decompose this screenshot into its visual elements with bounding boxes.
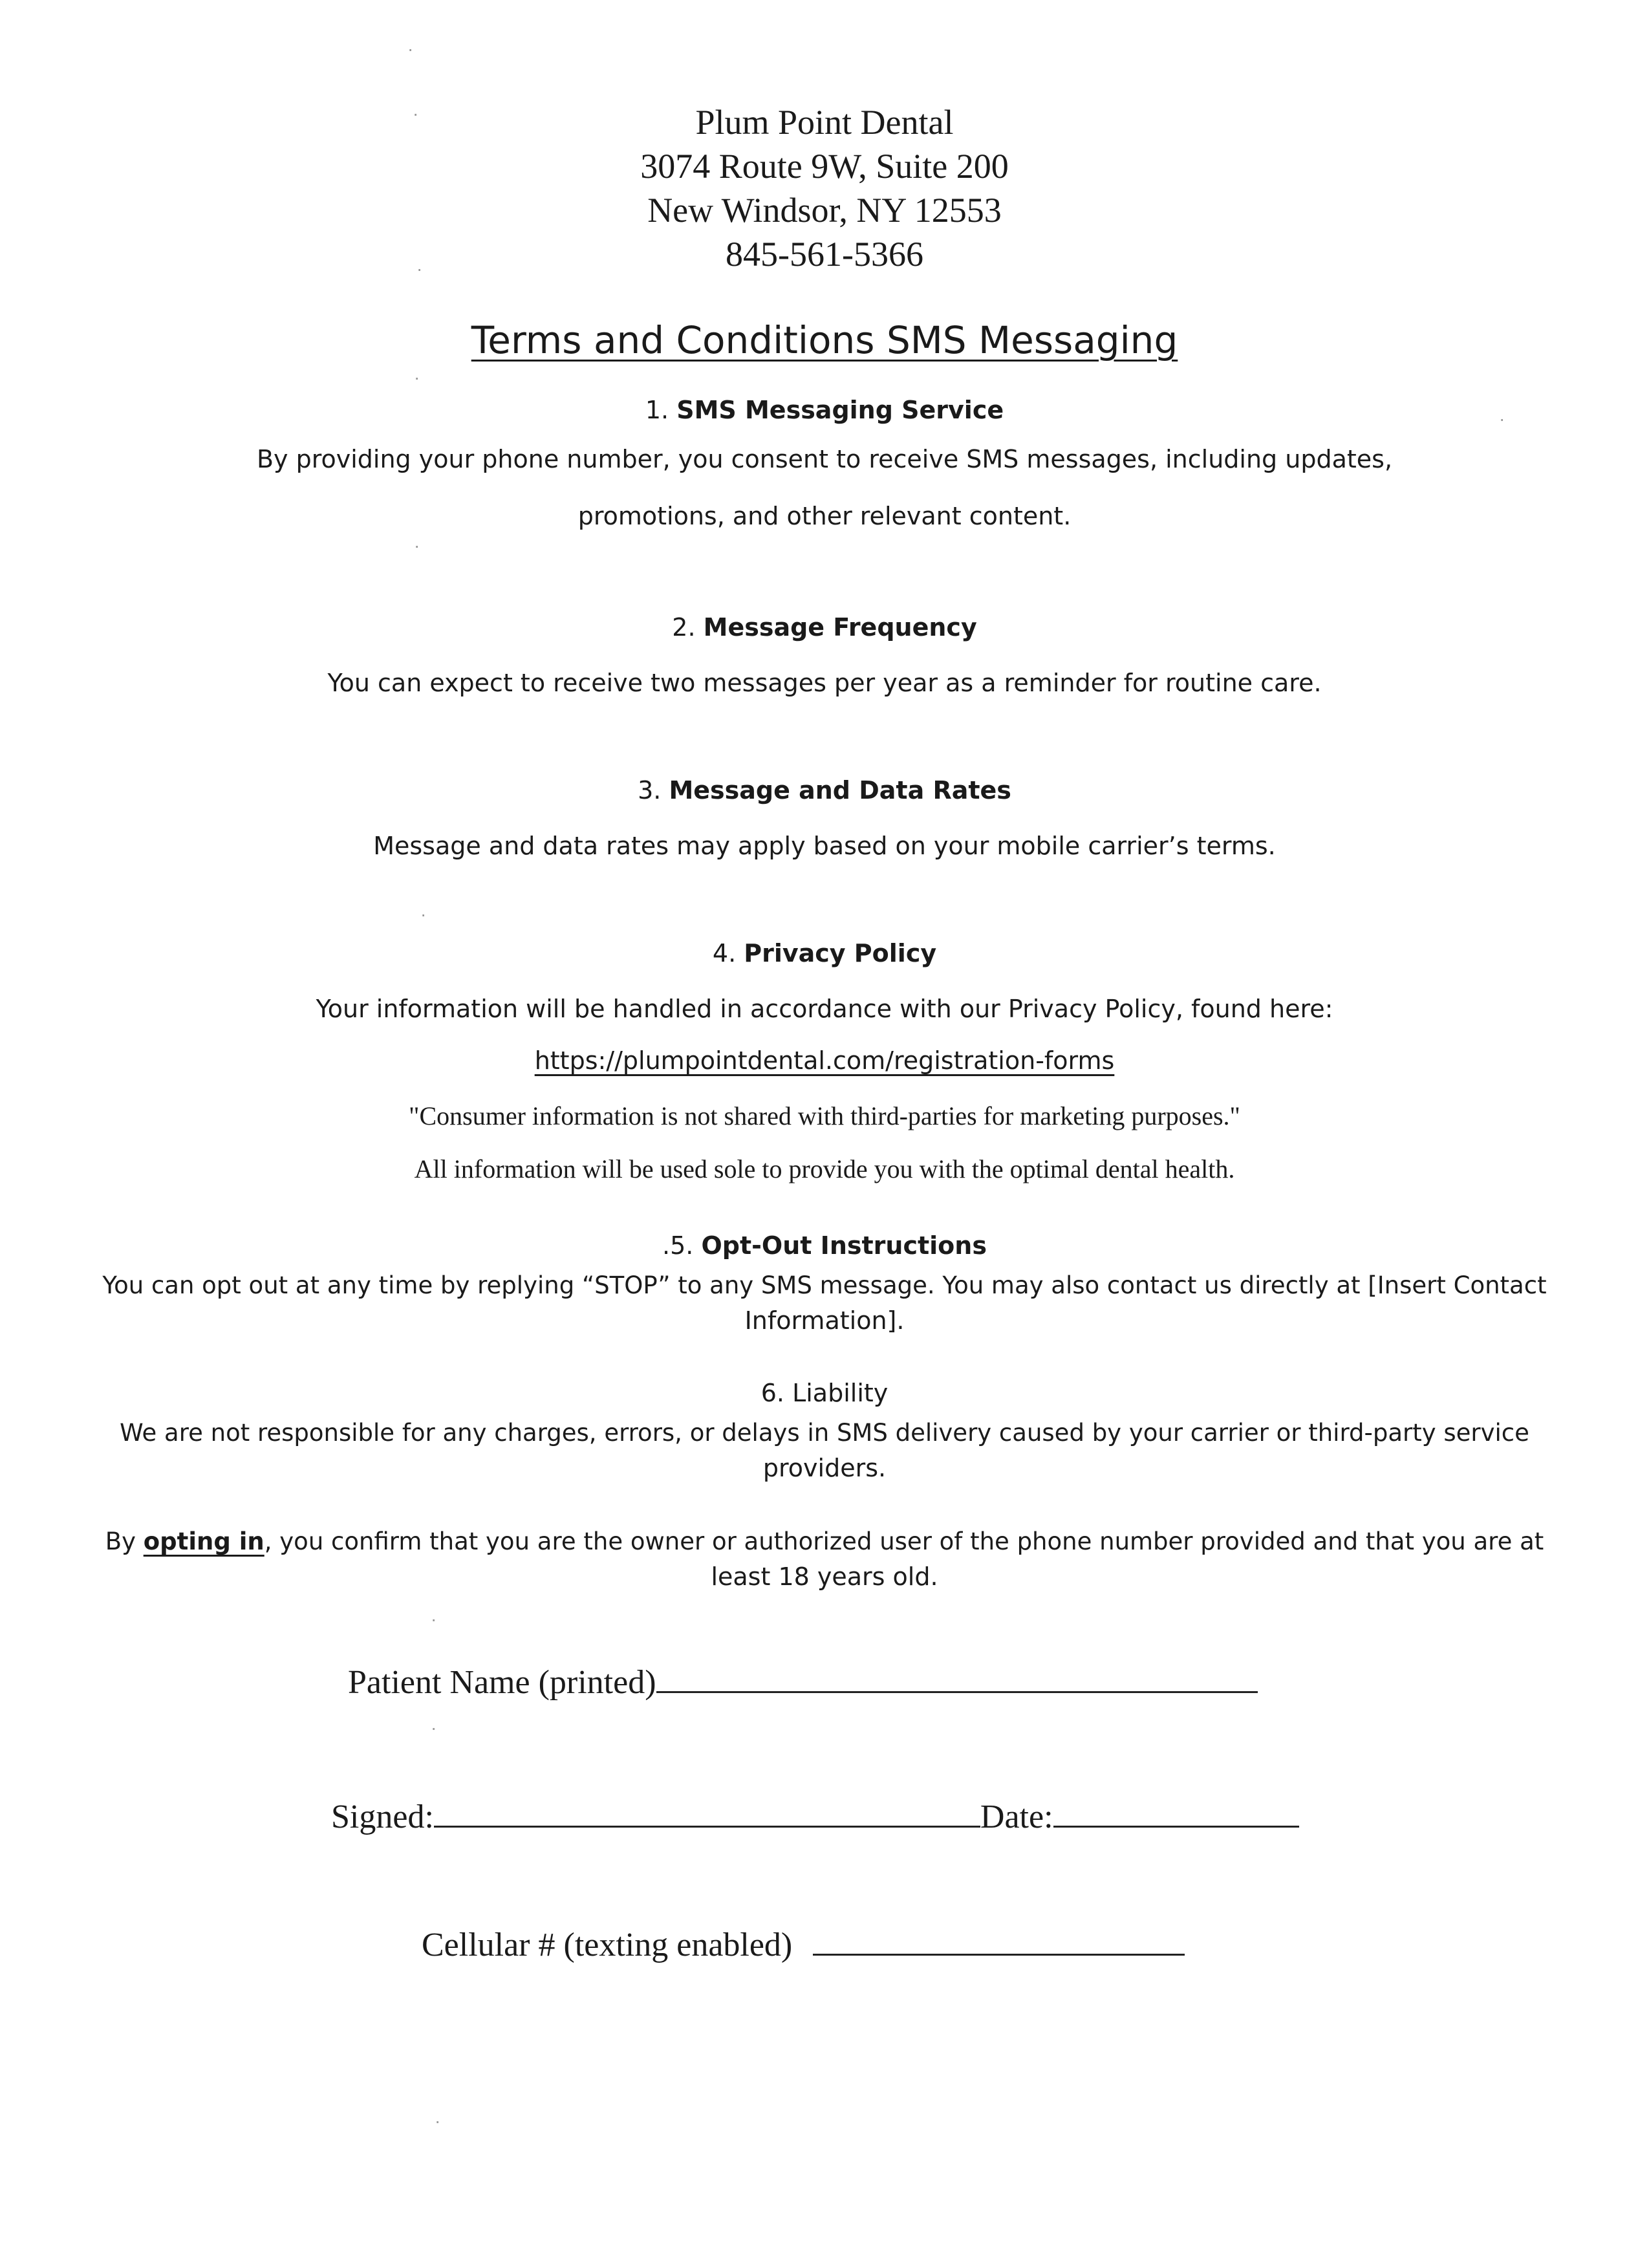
signed-label: Signed: [331, 1798, 434, 1835]
consent-line-2: least 18 years old. [711, 1562, 938, 1591]
section-5-heading [0, 1231, 1649, 1260]
consent-line-1 [0, 1528, 1649, 1555]
section-6-line-2: providers. [762, 1454, 887, 1482]
section-6-line-1: We are not responsible for any charges, errors, or delays in SMS delivery caused by your carrier or third-party service [120, 1419, 1529, 1447]
section-title: Message Frequency [703, 613, 977, 642]
privacy-quote: "Consumer information is not shared with third-parties for marketing purposes." [409, 1101, 1240, 1130]
cellular-label: Cellular # (texting enabled) [422, 1927, 793, 1963]
scan-speck: · [414, 535, 420, 556]
phone-number: 845-561-5366 [726, 235, 923, 274]
patient-name-field [348, 1663, 1258, 1701]
date-label: Date: [980, 1798, 1053, 1835]
section-5-line-1: You can opt out at any time by replying “STOP” to any SMS message. You may also contact us directly at [Insert Contact [102, 1271, 1547, 1299]
scan-speck: · [414, 367, 420, 387]
scan-speck: · [420, 904, 427, 924]
practice-name: Plum Point Dental [695, 103, 954, 142]
signature-input-line[interactable] [434, 1825, 980, 1828]
cellular-input-line[interactable] [813, 1953, 1185, 1956]
section-3-line-1: Message and data rates may apply based on your mobile carrier’s terms. [373, 832, 1276, 860]
section-title: Liability [792, 1379, 889, 1407]
section-4-heading [0, 939, 1649, 967]
section-title: Opt-Out Instructions [701, 1231, 987, 1260]
section-6-heading [0, 1379, 1649, 1407]
privacy-note: All information will be used sole to provide you with the optimal dental health. [414, 1154, 1235, 1183]
section-1-line-1: By providing your phone number, you consent to receive SMS messages, including updates, [256, 445, 1393, 473]
address-line-2: New Windsor, NY 12553 [647, 191, 1002, 230]
section-title: Message and Data Rates [669, 776, 1011, 805]
privacy-policy-link-row [0, 1046, 1649, 1075]
section-number: .5. [662, 1231, 694, 1260]
scan-speck: · [431, 1609, 437, 1629]
section-4-line-1: Your information will be handled in accordance with our Privacy Policy, found here: [316, 995, 1333, 1023]
scan-speck: · [407, 39, 414, 59]
section-number: 6. [760, 1379, 784, 1407]
scan-speck: · [431, 1718, 437, 1738]
patient-name-input-line[interactable] [656, 1690, 1258, 1693]
consent-text: , you confirm that you are the owner or authorized user of the phone number provided and that you are at [264, 1528, 1544, 1555]
patient-name-label: Patient Name (printed) [348, 1664, 656, 1701]
scan-speck: · [1499, 409, 1505, 429]
scan-speck: · [413, 103, 419, 124]
section-1-line-2: promotions, and other relevant content. [577, 502, 1072, 530]
section-number: 3. [638, 776, 662, 805]
section-2-line-1: You can expect to receive two messages per year as a reminder for routine care. [327, 669, 1322, 697]
section-2-heading [0, 613, 1649, 642]
section-title: SMS Messaging Service [676, 396, 1004, 424]
document-title: Terms and Conditions SMS Messaging [471, 318, 1178, 362]
scan-speck: · [416, 259, 423, 279]
section-number: 1. [645, 396, 669, 424]
consent-prefix: By [105, 1528, 144, 1555]
consent-emphasis: opting in [143, 1528, 264, 1555]
section-number: 4. [712, 939, 737, 967]
cellular-field [422, 1926, 1185, 1964]
section-5-line-2: Information]. [744, 1306, 905, 1335]
date-input-line[interactable] [1053, 1825, 1299, 1828]
section-3-heading [0, 776, 1649, 805]
section-title: Privacy Policy [744, 939, 937, 967]
section-1-heading [0, 396, 1649, 424]
scan-speck: · [435, 2111, 441, 2131]
section-number: 2. [672, 613, 696, 642]
signature-field [331, 1798, 1299, 1836]
address-line-1: 3074 Route 9W, Suite 200 [640, 147, 1009, 186]
privacy-policy-link[interactable]: https://plumpointdental.com/registration-forms [534, 1046, 1115, 1075]
